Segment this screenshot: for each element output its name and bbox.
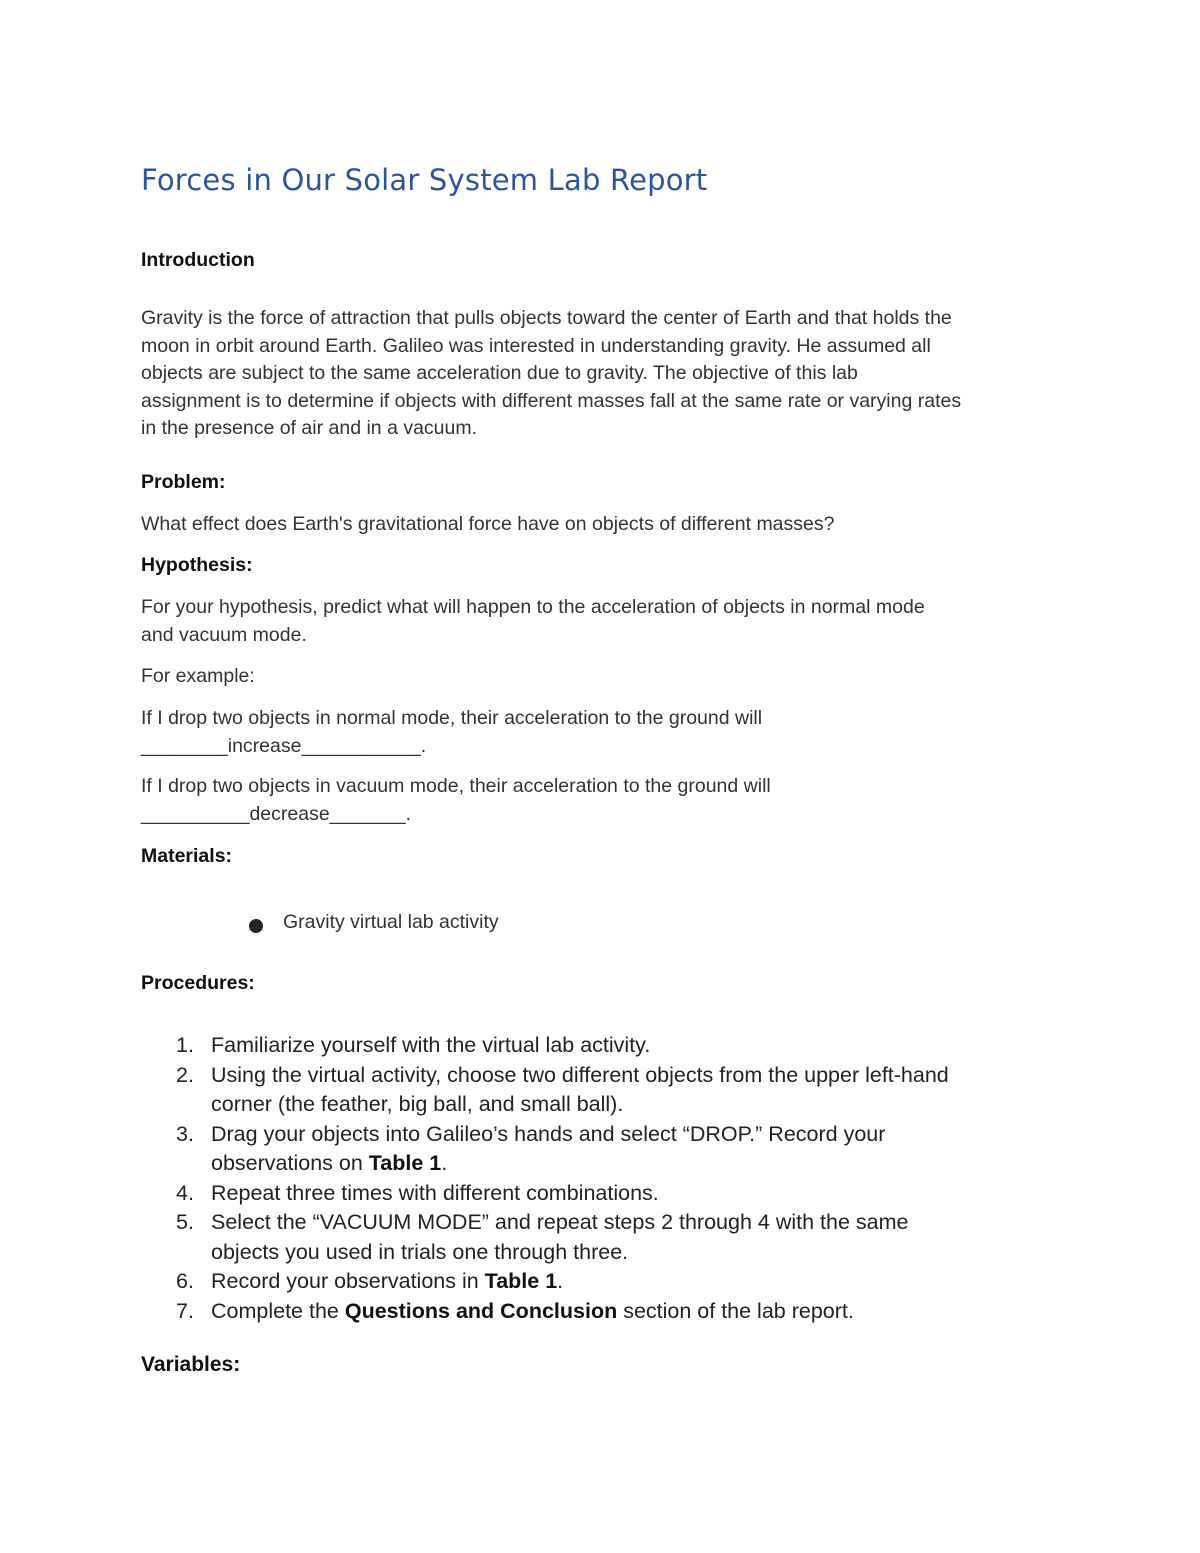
normal-blank-answer: ________increase___________. bbox=[141, 734, 427, 757]
variables-heading: Variables: bbox=[141, 1353, 241, 1376]
step-text: Drag your objects into Galileo’s hands and select “DROP.” Record your bbox=[211, 1121, 886, 1146]
hypothesis-line: For your hypothesis, predict what will happen to the acceleration of objects in normal mode bbox=[141, 596, 925, 618]
step-number: 6. bbox=[176, 1269, 194, 1293]
step-text: Select the “VACUUM MODE” and repeat steps 2 through 4 with the same bbox=[211, 1210, 909, 1234]
intro-line: objects are subject to the same acceleration due to gravity. The objective of this lab bbox=[141, 362, 858, 384]
step-number: 2. bbox=[176, 1062, 194, 1087]
step-number: 7. bbox=[176, 1298, 194, 1323]
procedure-step: 6. Record your observations in Table 1. bbox=[141, 1267, 1101, 1297]
hypothesis-normal-answer bbox=[141, 705, 762, 760]
example-label: For example: bbox=[141, 665, 255, 687]
intro-line: in the presence of air and in a vacuum. bbox=[141, 417, 478, 439]
table-reference: Table 1 bbox=[368, 1151, 442, 1175]
section-reference: Questions and Conclusion bbox=[344, 1298, 618, 1323]
procedure-step bbox=[141, 1179, 1101, 1209]
hypothesis-instructions bbox=[141, 594, 925, 649]
procedures-heading: Procedures: bbox=[141, 972, 255, 994]
procedure-step bbox=[141, 1061, 1101, 1120]
intro-line: assignment is to determine if objects with different masses fall at the same rate or varying rates bbox=[141, 389, 962, 412]
intro-line: Gravity is the force of attraction that pulls objects toward the center of Earth and that holds the bbox=[141, 307, 952, 329]
step-text: objects you used in trials one through three. bbox=[211, 1239, 629, 1264]
normal-prompt: If I drop two objects in normal mode, their acceleration to the ground will bbox=[141, 707, 763, 729]
step-text: Familiarize yourself with the virtual lab activity. bbox=[211, 1033, 651, 1057]
intro-line: moon in orbit around Earth. Galileo was interested in understanding gravity. He assumed all bbox=[141, 334, 931, 357]
procedure-step bbox=[141, 1208, 1101, 1267]
step-number: 4. bbox=[176, 1180, 194, 1205]
step-number: 1. bbox=[176, 1033, 194, 1057]
step-text: corner (the feather, big ball, and small ball). bbox=[211, 1092, 624, 1116]
hypothesis-line: and vacuum mode. bbox=[141, 623, 307, 646]
procedure-step bbox=[141, 1031, 1101, 1061]
bullet-icon bbox=[249, 919, 263, 933]
step-text: observations on Table 1. bbox=[211, 1151, 448, 1175]
table-reference: Table 1 bbox=[484, 1269, 558, 1293]
materials-item: Gravity virtual lab activity bbox=[283, 911, 499, 933]
step-number: 5. bbox=[176, 1210, 194, 1234]
vacuum-prompt: If I drop two objects in vacuum mode, their acceleration to the ground will bbox=[141, 775, 771, 797]
step-text: Using the virtual activity, choose two different objects from the upper left-hand bbox=[211, 1062, 949, 1087]
problem-text: What effect does Earth's gravitational force have on objects of different masses? bbox=[141, 513, 835, 535]
procedure-step: 7. Complete the Questions and Conclusion section of the lab report. bbox=[141, 1297, 1101, 1327]
page-title: Forces in Our Solar System Lab Report bbox=[141, 163, 708, 197]
problem-heading: Problem: bbox=[141, 471, 226, 493]
procedure-step bbox=[141, 1120, 1101, 1179]
procedures-list bbox=[141, 1031, 1101, 1326]
step-number: 3. bbox=[176, 1121, 194, 1146]
materials-heading: Materials: bbox=[141, 845, 233, 867]
hypothesis-vacuum-answer bbox=[141, 773, 771, 828]
intro-paragraph bbox=[141, 305, 961, 443]
step-text: Repeat three times with different combinations. bbox=[211, 1180, 659, 1205]
hypothesis-heading: Hypothesis: bbox=[141, 554, 253, 576]
vacuum-blank-answer: __________decrease_______. bbox=[141, 802, 412, 825]
intro-heading: Introduction bbox=[141, 249, 255, 271]
